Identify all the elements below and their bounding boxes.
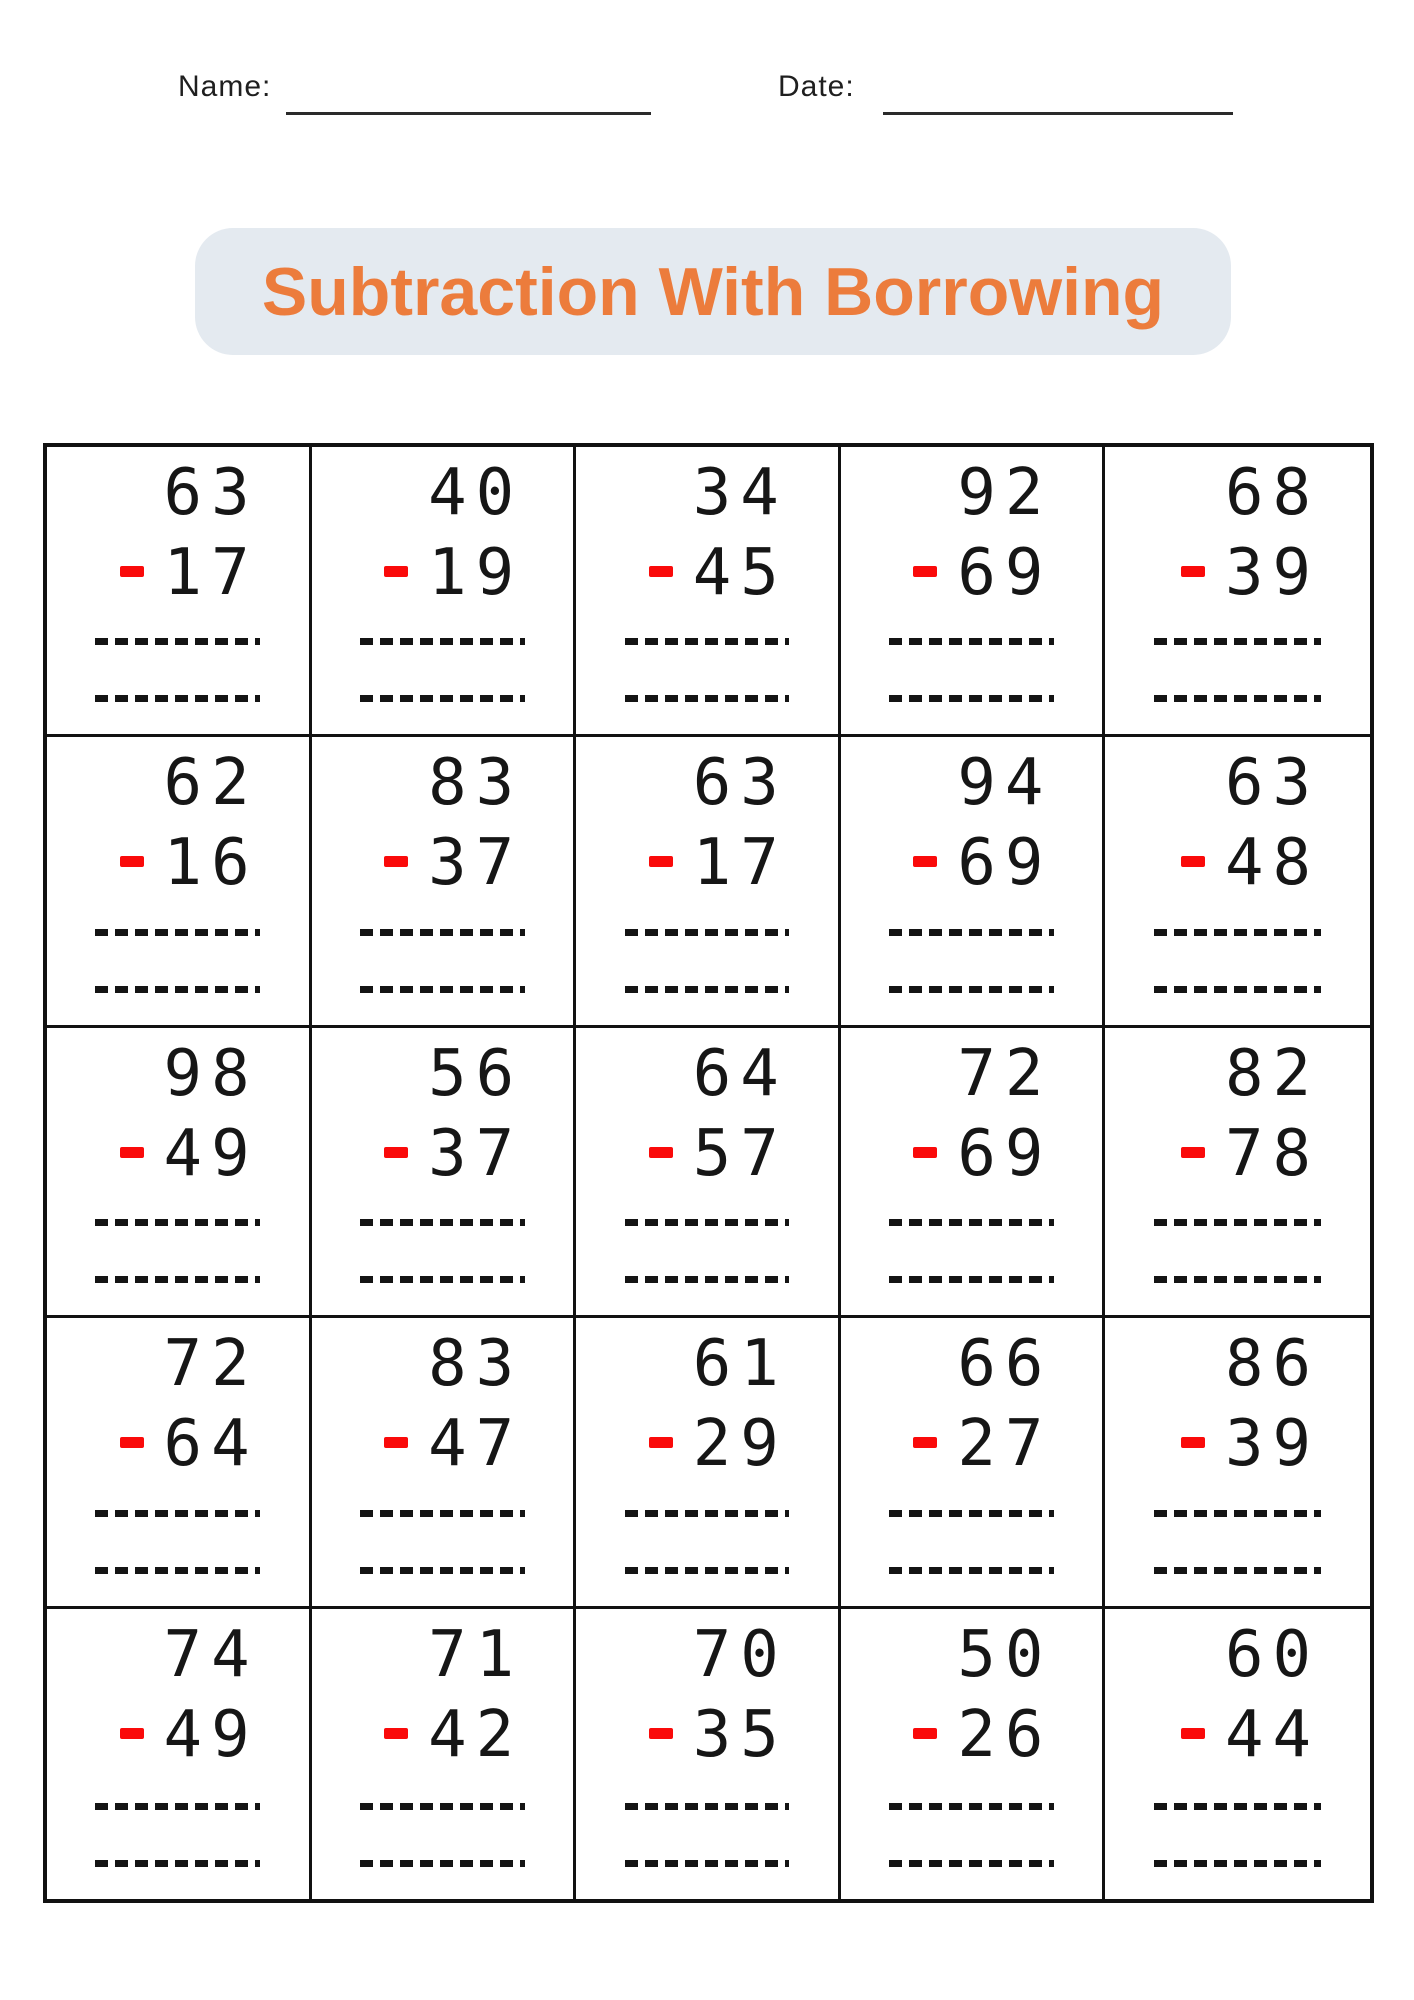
answer-line — [889, 1860, 1054, 1867]
answer-line — [95, 986, 260, 993]
minuend: 63 — [1224, 746, 1320, 821]
answer-line — [95, 638, 260, 645]
minuend: 68 — [1224, 456, 1320, 530]
answer-line — [95, 1219, 260, 1226]
minuend: 86 — [1224, 1327, 1320, 1402]
problem-cell — [312, 1609, 577, 1899]
problem-cell — [47, 737, 312, 1027]
answer-line — [625, 1276, 790, 1283]
answer-line — [360, 695, 525, 702]
answer-line — [1154, 1860, 1321, 1867]
problem-cell — [576, 1609, 841, 1899]
minus-icon — [384, 1147, 408, 1158]
answer-line — [1154, 1276, 1321, 1283]
page-title: Subtraction With Borrowing — [261, 253, 1165, 330]
subtrahend: 48 — [1224, 826, 1320, 901]
answer-line — [625, 1803, 790, 1810]
answer-line — [360, 929, 525, 936]
problem-cell — [576, 1318, 841, 1608]
answer-line — [360, 1510, 525, 1517]
minus-icon — [384, 1437, 408, 1448]
minuend: 60 — [1224, 1617, 1320, 1692]
answer-line — [889, 986, 1054, 993]
subtrahend: 17 — [692, 826, 788, 901]
answer-line — [889, 638, 1054, 645]
subtrahend: 49 — [163, 1697, 259, 1772]
minus-icon — [649, 1437, 673, 1448]
answer-line — [889, 1219, 1054, 1226]
minus-icon — [384, 566, 408, 577]
minus-icon — [649, 566, 673, 577]
answer-line — [1154, 638, 1321, 645]
answer-line — [1154, 1510, 1321, 1517]
minus-icon — [120, 856, 144, 867]
date-blank-line — [883, 112, 1233, 115]
subtrahend: 37 — [428, 1116, 524, 1191]
problem-cell — [1105, 737, 1370, 1027]
minuend: 50 — [957, 1617, 1053, 1692]
answer-line — [889, 929, 1054, 936]
minus-icon — [1181, 1728, 1205, 1739]
minuend: 70 — [692, 1617, 788, 1692]
problem-cell — [841, 447, 1106, 737]
subtrahend: 35 — [692, 1697, 788, 1772]
answer-line — [625, 695, 790, 702]
minuend: 94 — [957, 746, 1053, 821]
minus-icon — [649, 1728, 673, 1739]
minuend: 98 — [163, 1036, 259, 1111]
answer-line — [889, 695, 1054, 702]
minuend: 34 — [692, 456, 788, 530]
name-blank-line — [286, 112, 651, 115]
answer-line — [360, 1567, 525, 1574]
minus-icon — [913, 1147, 937, 1158]
minuend: 83 — [428, 1327, 524, 1402]
answer-line — [1154, 1567, 1321, 1574]
answer-line — [889, 1276, 1054, 1283]
subtrahend: 69 — [957, 536, 1053, 610]
answer-line — [625, 638, 790, 645]
answer-line — [95, 929, 260, 936]
minuend: 56 — [428, 1036, 524, 1111]
problem-cell — [576, 737, 841, 1027]
answer-line — [625, 1567, 790, 1574]
title-banner — [195, 228, 1231, 355]
minuend: 82 — [1224, 1036, 1320, 1111]
answer-line — [95, 1510, 260, 1517]
minuend: 92 — [957, 456, 1053, 530]
minus-icon — [913, 1728, 937, 1739]
problem-cell — [841, 1318, 1106, 1608]
subtrahend: 39 — [1224, 1407, 1320, 1482]
minuend: 74 — [163, 1617, 259, 1692]
subtrahend: 27 — [957, 1407, 1053, 1482]
subtrahend: 44 — [1224, 1697, 1320, 1772]
minus-icon — [384, 856, 408, 867]
answer-line — [360, 986, 525, 993]
minus-icon — [1181, 1437, 1205, 1448]
answer-line — [95, 1567, 260, 1574]
minuend: 66 — [957, 1327, 1053, 1402]
answer-line — [95, 1276, 260, 1283]
minuend: 63 — [692, 746, 788, 821]
problem-cell — [1105, 1028, 1370, 1318]
minus-icon — [120, 566, 144, 577]
answer-line — [360, 638, 525, 645]
minus-icon — [913, 566, 937, 577]
minus-icon — [384, 1728, 408, 1739]
subtrahend: 16 — [163, 826, 259, 901]
problem-cell — [47, 1609, 312, 1899]
minus-icon — [649, 1147, 673, 1158]
minuend: 61 — [692, 1327, 788, 1402]
subtrahend: 64 — [163, 1407, 259, 1482]
subtrahend: 78 — [1224, 1116, 1320, 1191]
answer-line — [625, 986, 790, 993]
minuend: 63 — [163, 456, 259, 530]
problem-cell — [312, 447, 577, 737]
subtrahend: 42 — [428, 1697, 524, 1772]
answer-line — [1154, 929, 1321, 936]
minus-icon — [120, 1437, 144, 1448]
answer-line — [625, 1510, 790, 1517]
problem-cell — [312, 1028, 577, 1318]
subtrahend: 49 — [163, 1116, 259, 1191]
problem-cell — [576, 1028, 841, 1318]
date-label: Date: — [778, 70, 855, 103]
problems-grid — [43, 443, 1374, 1903]
minus-icon — [1181, 566, 1205, 577]
problem-cell — [841, 737, 1106, 1027]
minuend: 83 — [428, 746, 524, 821]
problem-cell — [1105, 447, 1370, 737]
problem-cell — [841, 1028, 1106, 1318]
answer-line — [1154, 1803, 1321, 1810]
answer-line — [95, 695, 260, 702]
problem-cell — [1105, 1609, 1370, 1899]
subtrahend: 26 — [957, 1697, 1053, 1772]
minuend: 72 — [163, 1327, 259, 1402]
minus-icon — [649, 856, 673, 867]
subtrahend: 45 — [692, 536, 788, 610]
subtrahend: 17 — [163, 536, 259, 610]
answer-line — [625, 1860, 790, 1867]
subtrahend: 37 — [428, 826, 524, 901]
subtrahend: 69 — [957, 1116, 1053, 1191]
minus-icon — [1181, 856, 1205, 867]
answer-line — [625, 1219, 790, 1226]
answer-line — [360, 1803, 525, 1810]
minuend: 72 — [957, 1036, 1053, 1111]
minuend: 40 — [428, 456, 524, 530]
problem-cell — [841, 1609, 1106, 1899]
name-label: Name: — [178, 70, 272, 103]
minuend: 71 — [428, 1617, 524, 1692]
problem-cell — [1105, 1318, 1370, 1608]
minus-icon — [913, 1437, 937, 1448]
answer-line — [360, 1276, 525, 1283]
answer-line — [889, 1803, 1054, 1810]
minus-icon — [120, 1728, 144, 1739]
answer-line — [889, 1567, 1054, 1574]
subtrahend: 69 — [957, 826, 1053, 901]
answer-line — [1154, 1219, 1321, 1226]
problem-cell — [47, 1318, 312, 1608]
subtrahend: 19 — [428, 536, 524, 610]
minuend: 62 — [163, 746, 259, 821]
answer-line — [625, 929, 790, 936]
problem-cell — [312, 737, 577, 1027]
answer-line — [1154, 986, 1321, 993]
subtrahend: 39 — [1224, 536, 1320, 610]
minus-icon — [120, 1147, 144, 1158]
subtrahend: 47 — [428, 1407, 524, 1482]
answer-line — [360, 1860, 525, 1867]
problem-cell — [47, 1028, 312, 1318]
answer-line — [95, 1860, 260, 1867]
answer-line — [889, 1510, 1054, 1517]
minuend: 64 — [692, 1036, 788, 1111]
subtrahend: 57 — [692, 1116, 788, 1191]
problem-cell — [47, 447, 312, 737]
subtrahend: 29 — [692, 1407, 788, 1482]
problem-cell — [312, 1318, 577, 1608]
problem-cell — [576, 447, 841, 737]
answer-line — [360, 1219, 525, 1226]
minus-icon — [1181, 1147, 1205, 1158]
minus-icon — [913, 856, 937, 867]
answer-line — [95, 1803, 260, 1810]
answer-line — [1154, 695, 1321, 702]
